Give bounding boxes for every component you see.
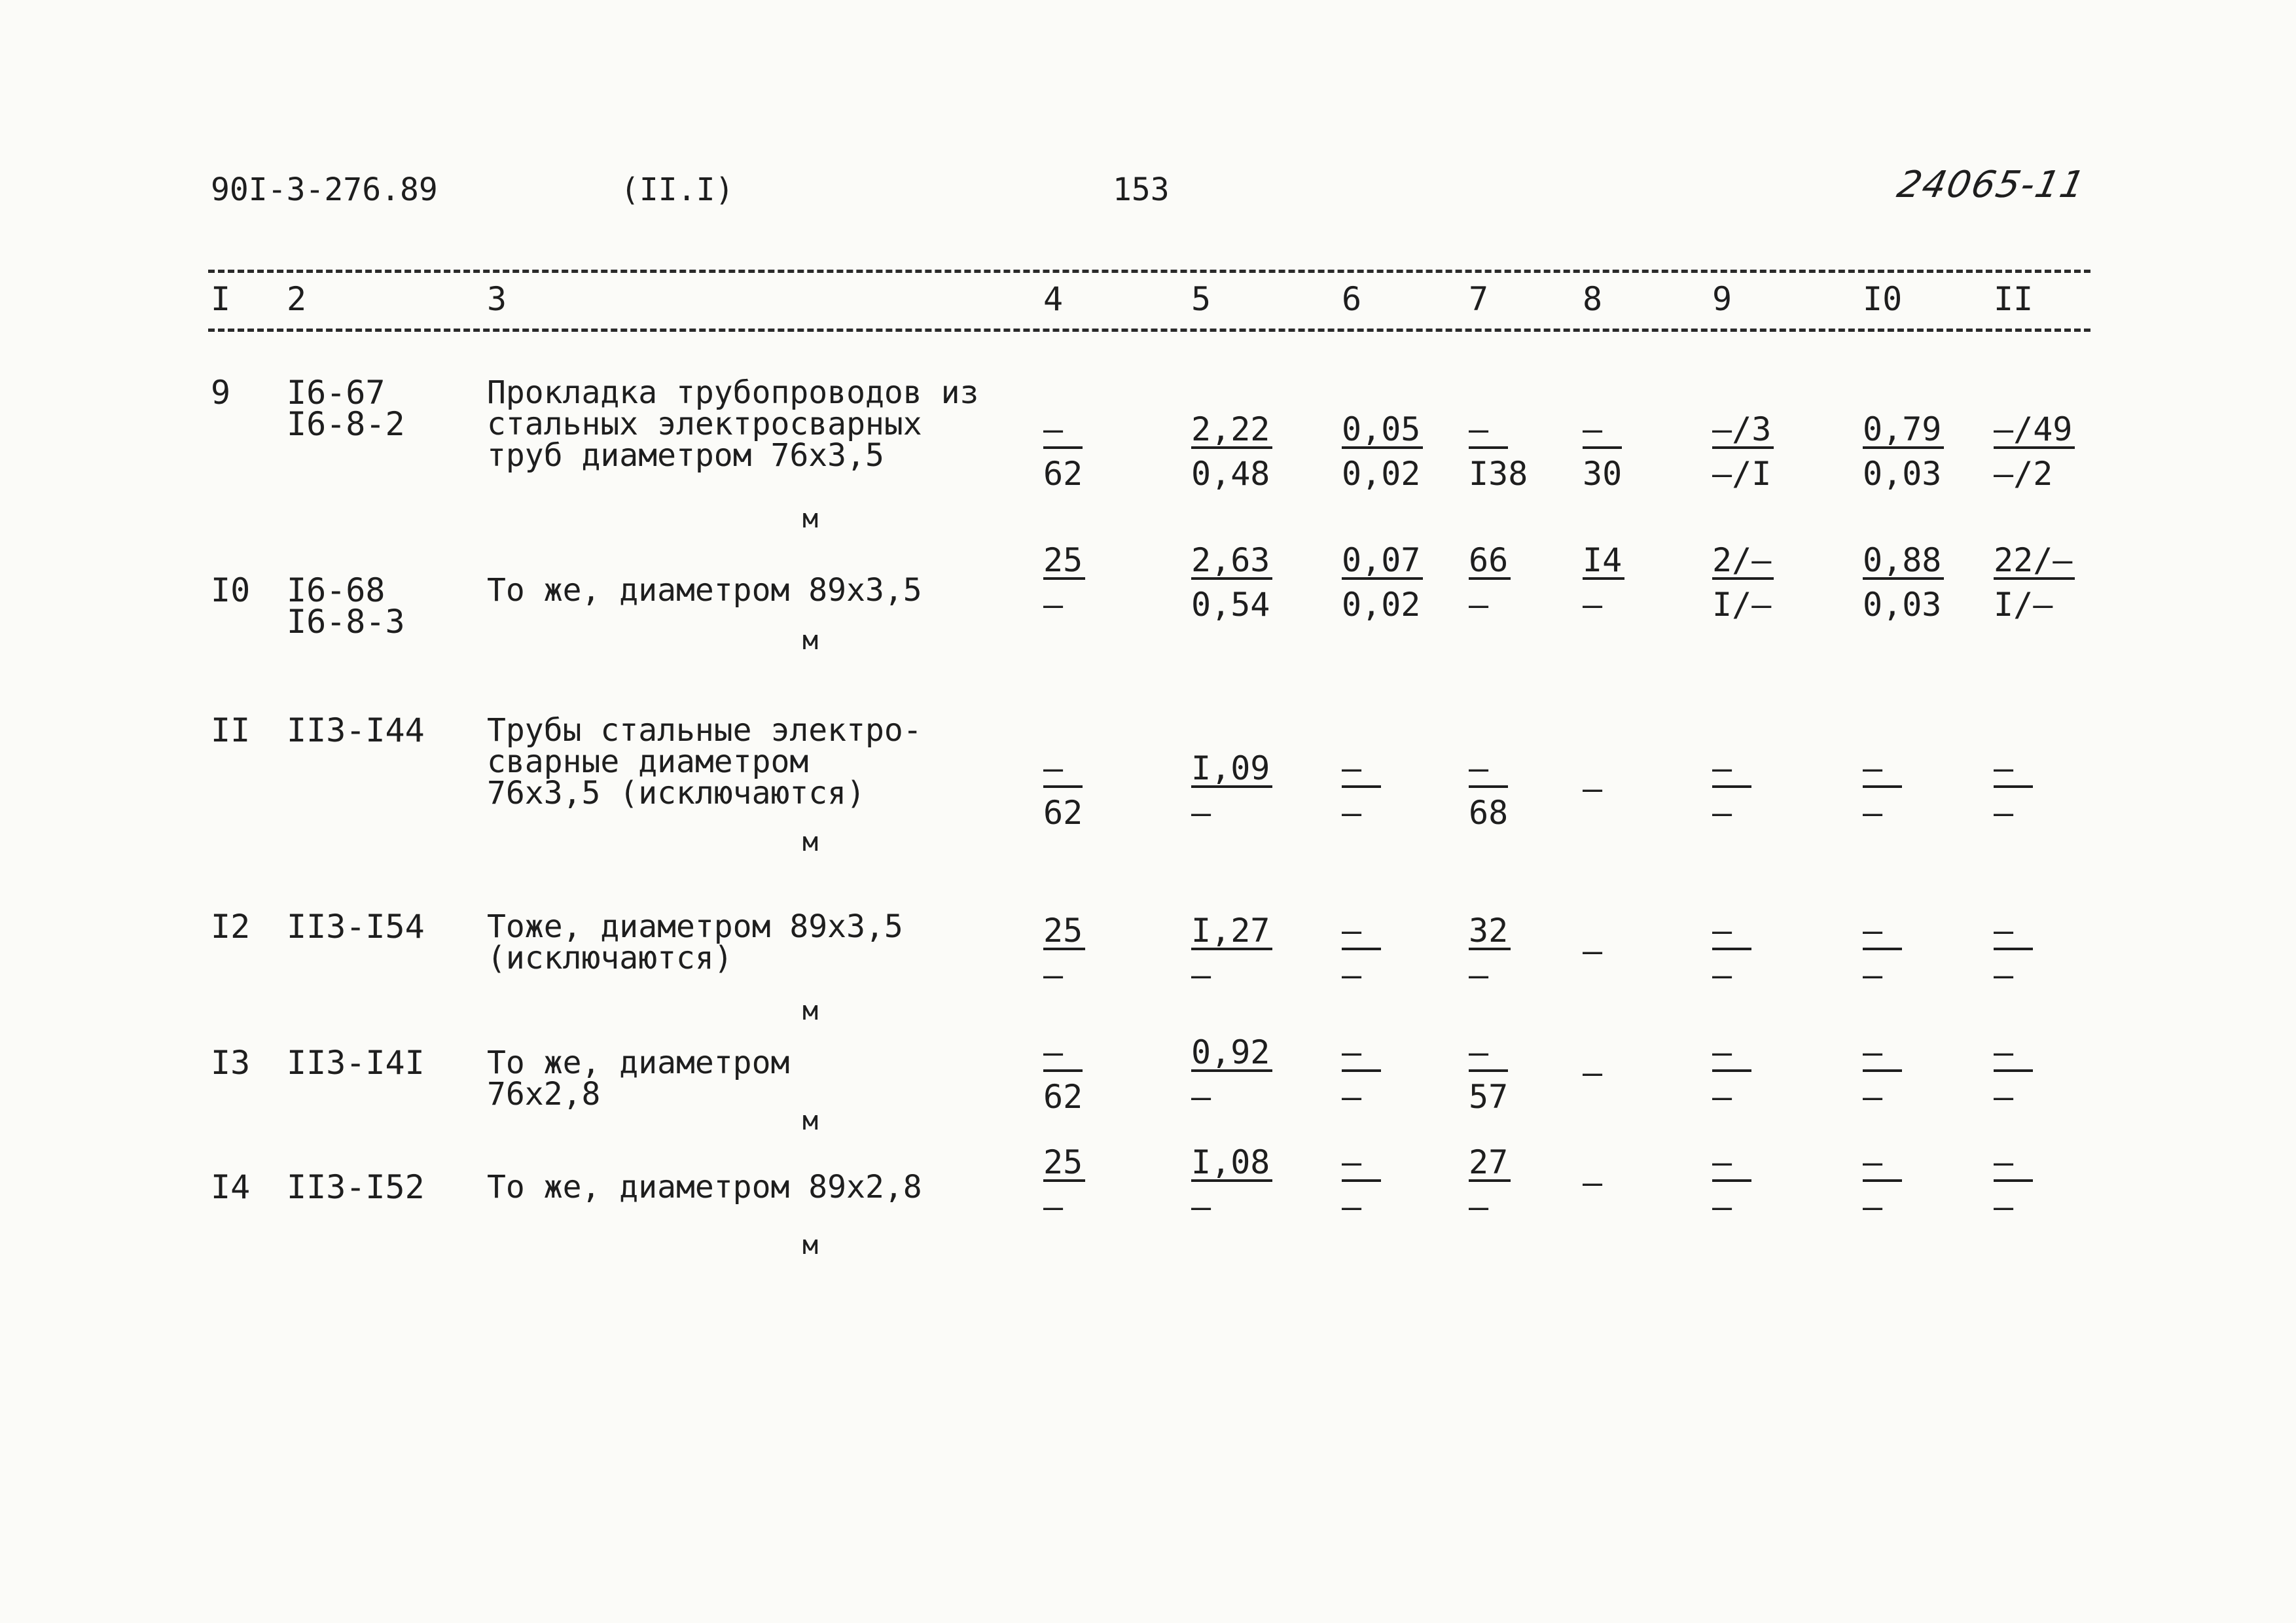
fraction-numerator [1191, 1030, 1289, 1075]
denominator-value: – [1712, 1188, 1732, 1226]
work-description: Тоже, диаметром 89х3,5 (исключаются) [487, 908, 903, 976]
numerator-value: – [1043, 412, 1083, 449]
work-description: Прокладка трубопроводов из стальных электросварных труб диаметром 76х3,5 [487, 374, 979, 474]
value-fraction [1342, 908, 1440, 997]
column-header: II [1994, 280, 2034, 318]
row-number: I0 [211, 571, 251, 609]
fraction-numerator [1583, 538, 1681, 582]
value-fraction [1994, 538, 2092, 627]
numerator-value: – [1342, 751, 1381, 788]
value-fraction [1469, 1030, 1567, 1119]
column-header: I [211, 280, 231, 318]
numerator-value: I,08 [1191, 1145, 1272, 1182]
numerator-value: – [1342, 1145, 1381, 1182]
denominator-value: 0,03 [1863, 455, 1942, 493]
denominator-value: 30 [1583, 455, 1623, 493]
value-cell: – [1583, 932, 1603, 970]
numerator-value: – [1994, 751, 2033, 788]
fraction-numerator [1994, 746, 2092, 791]
page-number: 153 [1113, 171, 1170, 208]
fraction-denominator [1191, 1075, 1289, 1119]
fraction-denominator [1712, 452, 1810, 496]
denominator-value: – [1191, 1078, 1211, 1116]
fraction-numerator [1043, 1140, 1141, 1185]
numerator-value: –/49 [1994, 412, 2075, 449]
fraction-denominator [1994, 791, 2092, 835]
numerator-value: – [1342, 914, 1381, 950]
rate-code: II3-I4I [287, 1044, 425, 1082]
fraction-denominator [1342, 953, 1440, 997]
denominator-value: – [1863, 1078, 1883, 1116]
fraction-numerator [1043, 538, 1141, 582]
fraction-denominator [1469, 953, 1567, 997]
value-fraction [1191, 1030, 1289, 1119]
unit-label: м [802, 996, 819, 1026]
numerator-value: 32 [1469, 914, 1511, 950]
fraction-numerator [1191, 538, 1289, 582]
denominator-value: – [1342, 1078, 1362, 1116]
rate-code: II3-I44 [287, 711, 425, 749]
fraction-denominator [1191, 452, 1289, 496]
column-header: 4 [1043, 280, 1064, 318]
fraction-numerator [1712, 407, 1810, 452]
numerator-value: 2,63 [1191, 543, 1272, 580]
value-fraction [1583, 407, 1681, 496]
fraction-numerator [1469, 538, 1567, 582]
unit-label: м [802, 1106, 819, 1136]
numerator-value: 25 [1043, 543, 1085, 580]
numerator-value: – [1469, 412, 1508, 449]
column-header: 8 [1583, 280, 1603, 318]
denominator-value: 68 [1469, 794, 1509, 832]
numerator-value: – [1994, 1035, 2033, 1072]
fraction-numerator [1863, 746, 1961, 791]
fraction-numerator [1342, 746, 1440, 791]
numerator-value: – [1469, 751, 1508, 788]
denominator-value: – [1712, 794, 1732, 832]
fraction-denominator [1994, 953, 2092, 997]
document-code: 90I-3-276.89 [211, 171, 438, 208]
row-number: I2 [211, 908, 251, 946]
value-fraction [1712, 1140, 1810, 1229]
numerator-value: 0,05 [1342, 412, 1423, 449]
unit-label: м [802, 504, 819, 534]
value-cell: – [1583, 770, 1603, 808]
fraction-numerator [1342, 1140, 1440, 1185]
rate-codes [287, 908, 425, 946]
section-number: (II.I) [620, 171, 734, 208]
numerator-value: 0,92 [1191, 1035, 1272, 1072]
fraction-denominator [1712, 1075, 1810, 1119]
unit-label: м [802, 827, 819, 857]
column-header: 7 [1469, 280, 1489, 318]
fraction-denominator [1043, 791, 1141, 835]
numerator-value: – [1043, 751, 1083, 788]
numerator-value: – [1863, 751, 1902, 788]
denominator-value: – [1043, 586, 1064, 624]
fraction-numerator [1863, 1140, 1961, 1185]
value-fraction [1712, 746, 1810, 835]
fraction-denominator [1583, 582, 1681, 627]
numerator-value: 22/– [1994, 543, 2075, 580]
fraction-denominator [1043, 1185, 1141, 1229]
denominator-value: – [1583, 586, 1603, 624]
fraction-denominator [1191, 791, 1289, 835]
numerator-value: – [1994, 914, 2033, 950]
fraction-denominator [1863, 582, 1961, 627]
numerator-value: 66 [1469, 543, 1511, 580]
denominator-value: 57 [1469, 1078, 1509, 1116]
denominator-value: 0,02 [1342, 455, 1421, 493]
fraction-numerator [1191, 746, 1289, 791]
fraction-numerator [1712, 538, 1810, 582]
header-rule-bottom [208, 329, 2090, 332]
fraction-denominator [1994, 1185, 2092, 1229]
denominator-value: – [1469, 586, 1489, 624]
denominator-value: – [1342, 956, 1362, 994]
fraction-numerator [1863, 908, 1961, 953]
denominator-value: 0,02 [1342, 586, 1421, 624]
value-fraction [1994, 746, 2092, 835]
rate-codes [287, 1168, 425, 1206]
fraction-denominator [1043, 953, 1141, 997]
value-fraction [1863, 1030, 1961, 1119]
denominator-value: I/– [1712, 586, 1772, 624]
unit-label: м [802, 1230, 819, 1260]
value-fraction [1469, 1140, 1567, 1229]
value-fraction [1191, 908, 1289, 997]
denominator-value: – [1863, 956, 1883, 994]
value-fraction [1712, 908, 1810, 997]
value-fraction [1191, 538, 1289, 627]
fraction-denominator [1863, 953, 1961, 997]
denominator-value: – [1469, 956, 1489, 994]
row-number: I3 [211, 1044, 251, 1082]
row-number: 9 [211, 374, 231, 412]
numerator-value: – [1469, 1035, 1508, 1072]
denominator-value: – [1191, 956, 1211, 994]
fraction-numerator [1469, 908, 1567, 953]
value-fraction [1994, 908, 2092, 997]
fraction-numerator [1994, 908, 2092, 953]
value-fraction [1043, 538, 1141, 627]
rate-codes [287, 571, 405, 641]
column-header: 6 [1342, 280, 1362, 318]
fraction-denominator [1712, 791, 1810, 835]
numerator-value: –/3 [1712, 412, 1774, 449]
denominator-value: – [1863, 1188, 1883, 1226]
fraction-numerator [1994, 407, 2092, 452]
fraction-numerator [1043, 908, 1141, 953]
fraction-denominator [1043, 582, 1141, 627]
fraction-denominator [1191, 1185, 1289, 1229]
fraction-denominator [1994, 1075, 2092, 1119]
numerator-value: – [1712, 1145, 1751, 1182]
denominator-value: – [1994, 1188, 2014, 1226]
numerator-value: – [1712, 1035, 1751, 1072]
value-fraction [1191, 746, 1289, 835]
value-fraction [1043, 746, 1141, 835]
value-fraction [1043, 407, 1141, 496]
denominator-value: – [1994, 956, 2014, 994]
rate-codes [287, 374, 405, 443]
fraction-denominator [1863, 1075, 1961, 1119]
fraction-numerator [1863, 407, 1961, 452]
denominator-value: – [1712, 956, 1732, 994]
denominator-value: – [1994, 1078, 2014, 1116]
denominator-value: – [1043, 1188, 1064, 1226]
denominator-value: – [1712, 1078, 1732, 1116]
numerator-value: – [1342, 1035, 1381, 1072]
denominator-value: 0,54 [1191, 586, 1270, 624]
fraction-numerator [1712, 746, 1810, 791]
fraction-numerator [1994, 1140, 2092, 1185]
value-fraction [1863, 746, 1961, 835]
value-fraction [1043, 1030, 1141, 1119]
numerator-value: – [1712, 751, 1751, 788]
row-number: II [211, 711, 251, 749]
rate-code: II3-I54 [287, 908, 425, 946]
fraction-denominator [1863, 1185, 1961, 1229]
denominator-value: – [1863, 794, 1883, 832]
denominator-value: 0,03 [1863, 586, 1942, 624]
denominator-value: –/2 [1994, 455, 2053, 493]
fraction-denominator [1342, 452, 1440, 496]
denominator-value: – [1191, 1188, 1211, 1226]
rate-code: I6-67 [287, 374, 386, 412]
header-rule-top [208, 270, 2090, 273]
fraction-numerator [1994, 1030, 2092, 1075]
value-fraction [1863, 908, 1961, 997]
value-fraction [1863, 1140, 1961, 1229]
fraction-denominator [1043, 1075, 1141, 1119]
value-fraction [1469, 407, 1567, 496]
numerator-value: 25 [1043, 1145, 1085, 1182]
value-fraction [1191, 1140, 1289, 1229]
fraction-denominator [1712, 953, 1810, 997]
value-fraction [1994, 407, 2092, 496]
fraction-numerator [1469, 407, 1567, 452]
fraction-numerator [1863, 1030, 1961, 1075]
column-header: I0 [1863, 280, 1903, 318]
work-description: То же, диаметром 89х3,5 [487, 572, 922, 609]
fraction-denominator [1994, 452, 2092, 496]
fraction-numerator [1342, 407, 1440, 452]
numerator-value: 2/– [1712, 543, 1774, 580]
fraction-numerator [1191, 908, 1289, 953]
fraction-numerator [1043, 746, 1141, 791]
fraction-denominator [1469, 1075, 1567, 1119]
fraction-numerator [1712, 1030, 1810, 1075]
numerator-value: I,27 [1191, 914, 1272, 950]
fraction-numerator [1043, 1030, 1141, 1075]
numerator-value: – [1863, 914, 1902, 950]
value-fraction [1994, 1140, 2092, 1229]
numerator-value: – [1043, 1035, 1083, 1072]
fraction-denominator [1469, 582, 1567, 627]
value-fraction [1342, 746, 1440, 835]
value-cell: – [1583, 1164, 1603, 1202]
value-fraction [1863, 407, 1961, 496]
column-header: 5 [1191, 280, 1211, 318]
fraction-denominator [1342, 1185, 1440, 1229]
fraction-denominator [1469, 1185, 1567, 1229]
denominator-value: 62 [1043, 794, 1083, 832]
value-fraction [1994, 1030, 2092, 1119]
numerator-value: 2,22 [1191, 412, 1272, 449]
fraction-denominator [1043, 452, 1141, 496]
value-fraction [1712, 538, 1810, 627]
fraction-denominator [1712, 582, 1810, 627]
row-number: I4 [211, 1168, 251, 1206]
denominator-value: – [1191, 794, 1211, 832]
fraction-denominator [1863, 791, 1961, 835]
value-fraction [1342, 407, 1440, 496]
numerator-value: – [1863, 1145, 1902, 1182]
numerator-value: – [1583, 412, 1622, 449]
column-header: 3 [487, 280, 507, 318]
fraction-numerator [1994, 538, 2092, 582]
denominator-value: 62 [1043, 1078, 1083, 1116]
fraction-numerator [1583, 407, 1681, 452]
fraction-denominator [1863, 452, 1961, 496]
value-fraction [1342, 1030, 1440, 1119]
fraction-numerator [1043, 407, 1141, 452]
rate-code: I6-8-3 [287, 603, 405, 641]
fraction-numerator [1191, 407, 1289, 452]
rate-codes [287, 1044, 425, 1082]
value-fraction [1712, 1030, 1810, 1119]
fraction-denominator [1994, 582, 2092, 627]
fraction-numerator [1712, 908, 1810, 953]
numerator-value: – [1712, 914, 1751, 950]
numerator-value: I4 [1583, 543, 1624, 580]
value-fraction [1583, 538, 1681, 627]
fraction-denominator [1469, 452, 1567, 496]
fraction-denominator [1342, 582, 1440, 627]
value-fraction [1712, 407, 1810, 496]
fraction-numerator [1469, 746, 1567, 791]
value-fraction [1191, 407, 1289, 496]
fraction-numerator [1469, 1140, 1567, 1185]
column-header: 9 [1712, 280, 1732, 318]
rate-codes [287, 711, 425, 749]
value-fraction [1342, 1140, 1440, 1229]
fraction-numerator [1342, 1030, 1440, 1075]
denominator-value: 62 [1043, 455, 1083, 493]
numerator-value: I,09 [1191, 751, 1272, 788]
denominator-value: – [1342, 1188, 1362, 1226]
fraction-numerator [1712, 1140, 1810, 1185]
rate-code: I6-68 [287, 571, 386, 609]
fraction-numerator [1342, 538, 1440, 582]
value-cell: – [1583, 1054, 1603, 1092]
value-fraction [1469, 746, 1567, 835]
value-fraction [1342, 538, 1440, 627]
value-fraction [1043, 1140, 1141, 1229]
denominator-value: – [1043, 956, 1064, 994]
fraction-numerator [1469, 1030, 1567, 1075]
numerator-value: – [1863, 1035, 1902, 1072]
numerator-value: 0,88 [1863, 543, 1944, 580]
denominator-value: –/I [1712, 455, 1772, 493]
value-fraction [1043, 908, 1141, 997]
value-fraction [1469, 908, 1567, 997]
denominator-value: – [1469, 1188, 1489, 1226]
numerator-value: 25 [1043, 914, 1085, 950]
numerator-value: 0,79 [1863, 412, 1944, 449]
fraction-numerator [1342, 908, 1440, 953]
fraction-denominator [1712, 1185, 1810, 1229]
handwritten-stamp: 24065-11 [1893, 164, 2090, 206]
denominator-value: I38 [1469, 455, 1528, 493]
denominator-value: 0,48 [1191, 455, 1270, 493]
work-description: То же, диаметром 76х2,8 [487, 1044, 790, 1113]
denominator-value: – [1342, 794, 1362, 832]
unit-label: м [802, 626, 819, 656]
numerator-value: 0,07 [1342, 543, 1423, 580]
rate-code: II3-I52 [287, 1168, 425, 1206]
value-fraction [1863, 538, 1961, 627]
fraction-denominator [1191, 582, 1289, 627]
rate-code: I6-8-2 [287, 405, 405, 443]
fraction-denominator [1342, 791, 1440, 835]
fraction-denominator [1191, 953, 1289, 997]
fraction-denominator [1583, 452, 1681, 496]
fraction-denominator [1342, 1075, 1440, 1119]
work-description: Трубы стальные электро- сварные диаметром 76х3,5 (исключаются) [487, 712, 922, 812]
value-fraction [1469, 538, 1567, 627]
denominator-value: I/– [1994, 586, 2053, 624]
work-description: То же, диаметром 89х2,8 [487, 1169, 922, 1205]
fraction-numerator [1191, 1140, 1289, 1185]
fraction-denominator [1469, 791, 1567, 835]
numerator-value: – [1994, 1145, 2033, 1182]
fraction-numerator [1863, 538, 1961, 582]
denominator-value: – [1994, 794, 2014, 832]
column-header: 2 [287, 280, 307, 318]
numerator-value: 27 [1469, 1145, 1511, 1182]
